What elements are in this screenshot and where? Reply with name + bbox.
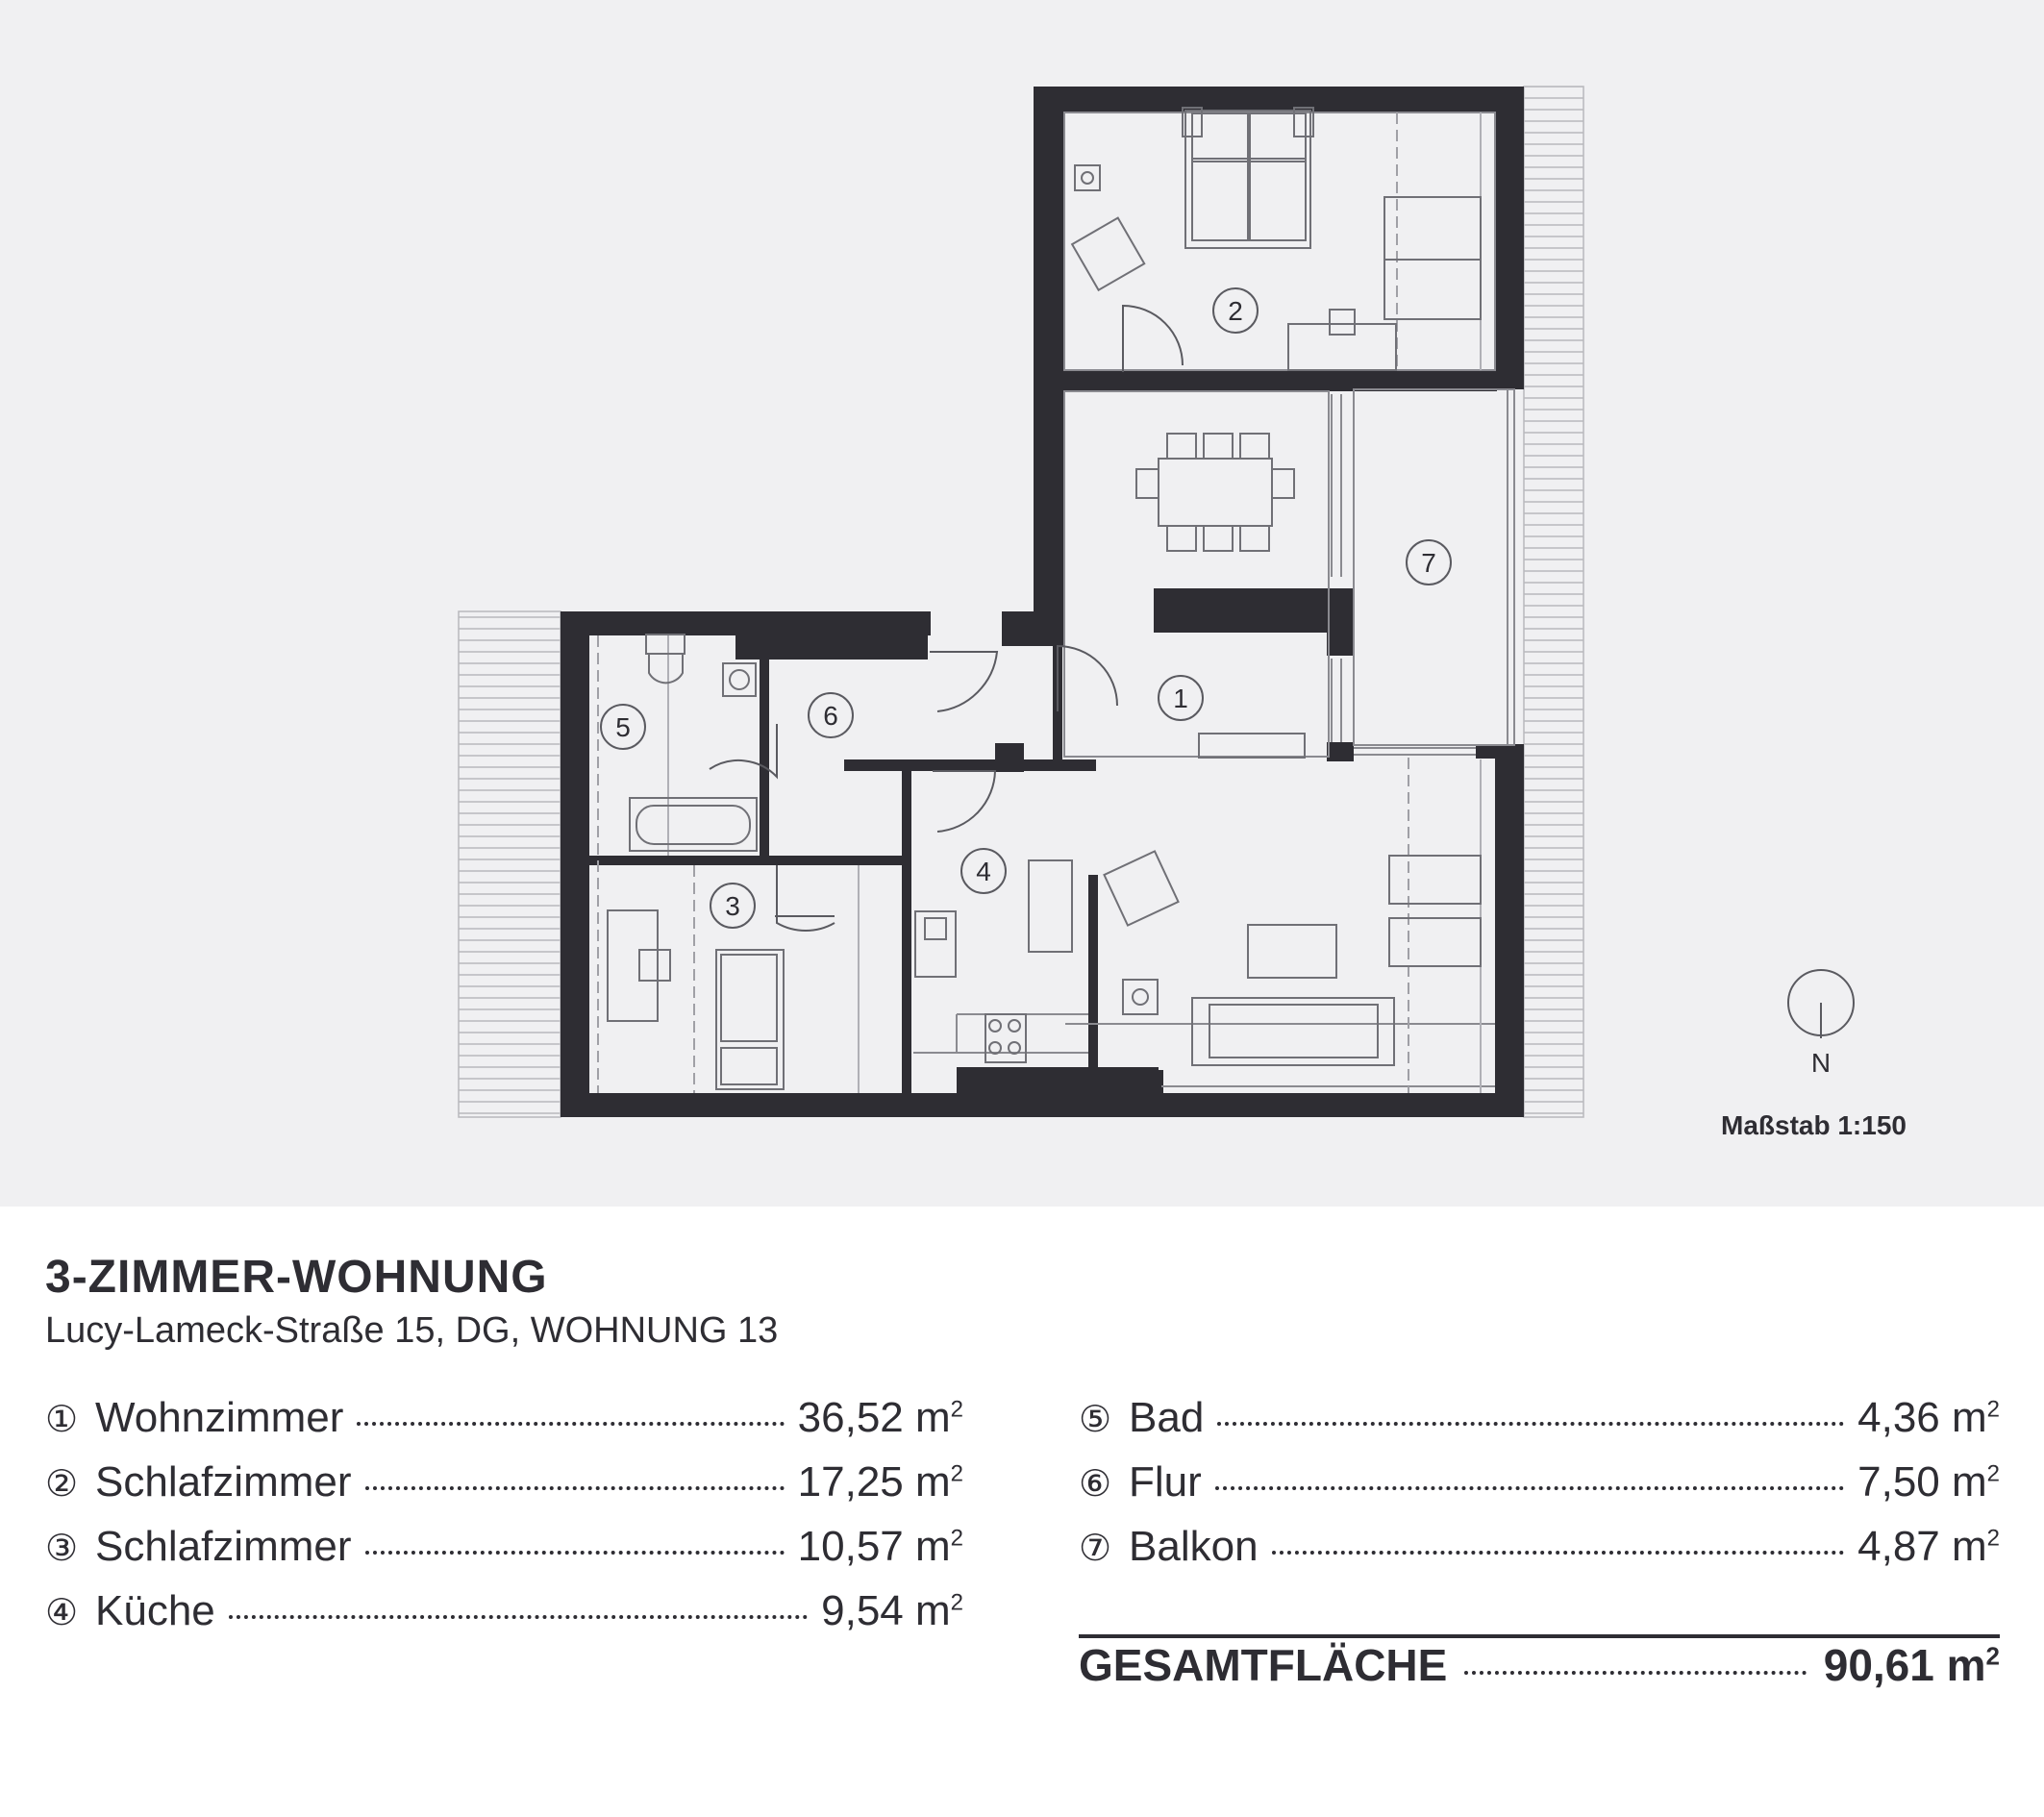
leader-dots (365, 1551, 785, 1555)
room-row (1079, 1458, 2000, 1512)
slope-lines-solid (668, 112, 1481, 1093)
room-number: ④ (45, 1593, 79, 1633)
room-label-1: 1 (1173, 684, 1188, 713)
leader-dots (1272, 1551, 1845, 1555)
leader-dots (1464, 1671, 1806, 1675)
room-label-3: 3 (725, 891, 740, 921)
room-number: ⑥ (1079, 1464, 1112, 1505)
leader-dots (1217, 1422, 1844, 1426)
address-subtitle: Lucy-Lameck-Straße 15, DG, WOHNUNG 13 (45, 1310, 779, 1351)
room-row (45, 1394, 963, 1448)
total-row (1079, 1639, 2000, 1706)
room-area: 36,52 $m^2$ (797, 1394, 963, 1441)
room-number: ① (45, 1400, 79, 1440)
room-area: 9,54 $m^2$ (821, 1587, 963, 1634)
room-name: Küche (95, 1587, 215, 1634)
room-label-2: 2 (1228, 296, 1243, 326)
room-number: ⑤ (1079, 1400, 1112, 1440)
room-label-6: 6 (823, 701, 838, 731)
roof-hatching (459, 87, 1583, 1117)
walls (561, 87, 1524, 1117)
room-row (45, 1587, 963, 1641)
leader-dots (365, 1486, 785, 1490)
room-row (1079, 1394, 2000, 1448)
page-title: 3-ZIMMER-WOHNUNG (45, 1252, 548, 1303)
info-panel (0, 1207, 2044, 1817)
room-name: Bad (1129, 1394, 1205, 1441)
room-row (1079, 1523, 2000, 1577)
total-label: GESAMTFLÄCHE (1079, 1640, 1448, 1690)
leader-dots (357, 1422, 784, 1426)
room-number: ⑦ (1079, 1529, 1112, 1569)
total-divider (1079, 1634, 2000, 1638)
room-area: 7,50 $m^2$ (1857, 1458, 2000, 1506)
room-label-4: 4 (976, 857, 991, 886)
north-arrow-icon (1788, 970, 1854, 1078)
room-area: 4,36 $m^2$ (1857, 1394, 2000, 1441)
room-area: 10,57 $m^2$ (797, 1523, 963, 1570)
room-label-7: 7 (1421, 548, 1436, 578)
room-row (45, 1523, 963, 1577)
room-name: Flur (1129, 1458, 1202, 1506)
room-area: 17,25 $m^2$ (797, 1458, 963, 1506)
room-name: Schlafzimmer (95, 1458, 352, 1506)
room-number: ③ (45, 1529, 79, 1569)
total-area: 90,61 $m^2$ (1823, 1640, 2000, 1690)
room-row (45, 1458, 963, 1512)
room-name: Balkon (1129, 1523, 1259, 1570)
leader-dots (229, 1615, 808, 1619)
leader-dots (1215, 1486, 1844, 1490)
room-name: Wohnzimmer (95, 1394, 344, 1441)
room-number: ② (45, 1464, 79, 1505)
scale-label: Maßstab 1:150 (1721, 1110, 1907, 1140)
room-label-5: 5 (615, 712, 631, 742)
north-label: N (1810, 1048, 1832, 1078)
room-name: Schlafzimmer (95, 1523, 352, 1570)
room-area: 4,87 $m^2$ (1857, 1523, 2000, 1570)
